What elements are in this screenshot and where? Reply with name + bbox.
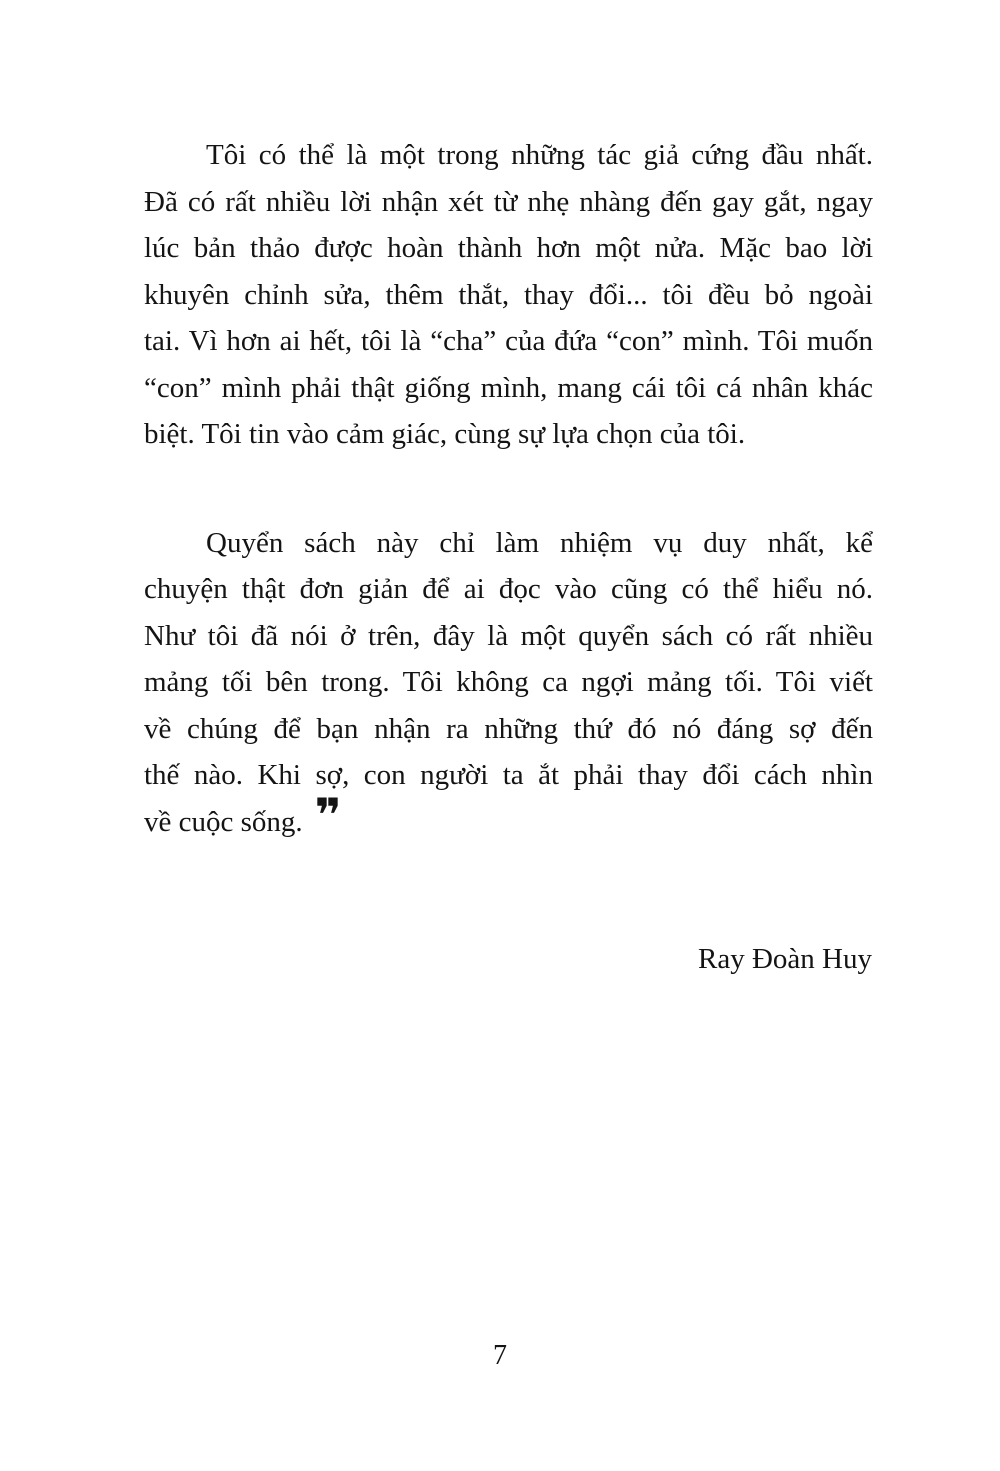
text-line: mảng tối bên trong. Tôi không ca ngợi mảng tối. Tôi viết <box>144 666 873 698</box>
paragraph-2 <box>144 520 873 846</box>
text-line: tai. Vì hơn ai hết, tôi là “cha” của đứa “con” mình. Tôi muốn <box>144 325 873 357</box>
text-line: “con” mình phải thật giống mình, mang cái tôi cá nhân khác <box>144 371 873 404</box>
text-line: về cuộc sống. ❞ <box>144 787 340 842</box>
text-line: Đã có rất nhiều lời nhận xét từ nhẹ nhàng đến gay gắt, ngay <box>144 185 873 218</box>
text-line: chuyện thật đơn giản để ai đọc vào cũng có thể hiểu nó. <box>144 573 873 605</box>
page-number: 7 <box>493 1340 507 1371</box>
attribution: Ray Đoàn Huy <box>698 943 872 975</box>
text-line: biệt. Tôi tin vào cảm giác, cùng sự lựa chọn của tôi. <box>144 418 746 450</box>
closing-quote-icon: ❞ <box>314 787 340 842</box>
text-line: Quyển sách này chỉ làm nhiệm vụ duy nhất, kể <box>206 526 873 559</box>
text-line: Tôi có thể là một trong những tác giả cứng đầu nhất. <box>206 139 873 171</box>
text-line: Như tôi đã nói ở trên, đây là một quyển sách có rất nhiều <box>144 619 873 652</box>
text-line: về chúng để bạn nhận ra những thứ đó nó đáng sợ đến <box>144 712 873 745</box>
paragraph-1 <box>144 132 873 458</box>
text-line: lúc bản thảo được hoàn thành hơn một nửa. Mặc bao lời <box>144 232 873 264</box>
text-line: khuyên chỉnh sửa, thêm thắt, thay đổi... tôi đều bỏ ngoài <box>144 278 873 311</box>
text-line: thế nào. Khi sợ, con người ta ắt phải thay đổi cách nhìn <box>144 759 873 791</box>
body-text <box>144 132 873 845</box>
